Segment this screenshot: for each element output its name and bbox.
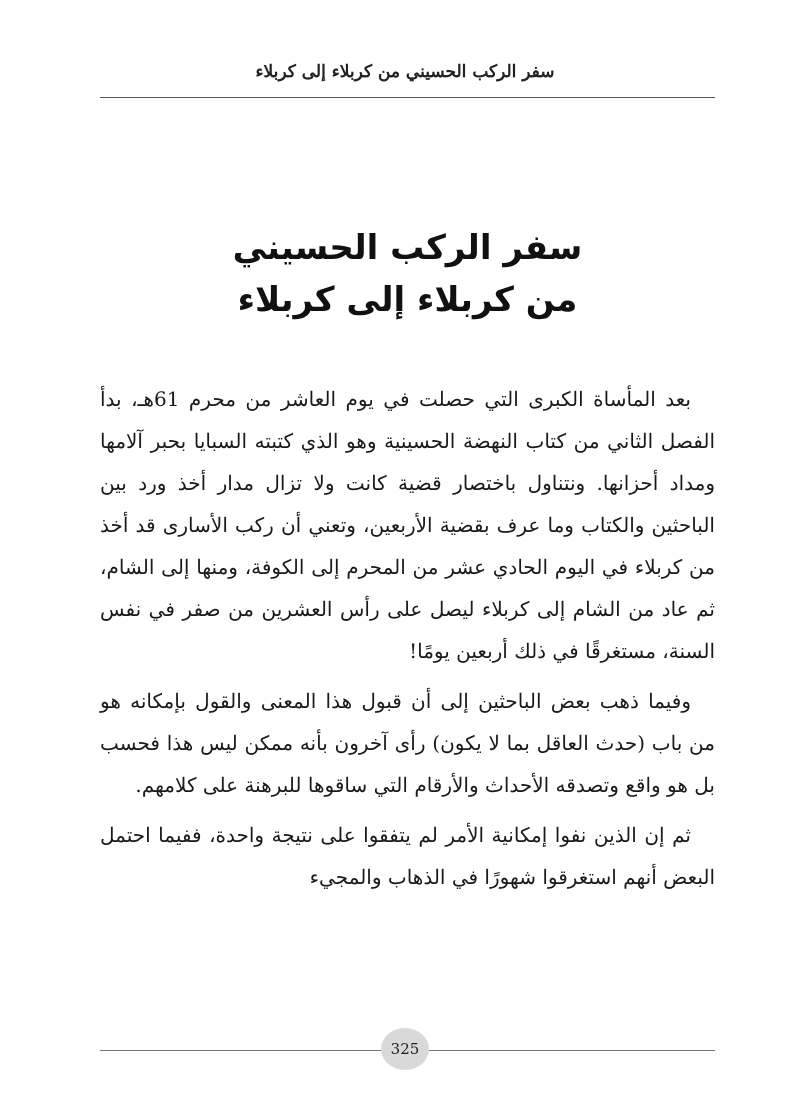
body-text <box>100 378 715 906</box>
paragraph: بعد المأساة الكبرى التي حصلت في يوم العاشر من محرم 61هـ، بدأ الفصل الثاني من كتاب النهضة الحسينية وهو الذي كتبته السبايا بحبر آلامها ومداد أحزانها. ونتناول باختصار قضية كانت ولا تزال مدار أخذ ورد بين الباحثين والكتاب وما عرف بقضية الأربعين، وتعني أن ركب الأسارى قد أخذ من كربلاء في اليوم الحادي عشر من المحرم إلى الكوفة، ومنها إلى الشام، ثم عاد من الشام إلى كربلاء ليصل على رأس العشرين من صفر في نفس السنة، مستغرقًا في ذلك أربعين يومًا! <box>100 387 715 663</box>
page-number-badge: 325 <box>381 1028 429 1070</box>
chapter-title <box>100 222 715 326</box>
chapter-title-line-1: سفر الركب الحسيني <box>232 228 583 268</box>
chapter-title-line-2: من كربلاء إلى كربلاء <box>237 280 578 320</box>
header-divider <box>100 97 715 98</box>
paragraph: وفيما ذهب بعض الباحثين إلى أن قبول هذا المعنى والقول بإمكانه هو من باب (حدث العاقل بما لا يكون) رأى آخرون بأنه ممكن ليس هذا فحسب بل هو واقع وتصدقه الأحداث والأرقام التي ساقوها للبرهنة على كلامهم. <box>100 689 715 797</box>
running-header: سفر الركب الحسيني من كربلاء إلى كربلاء <box>255 62 555 82</box>
paragraph: ثم إن الذين نفوا إمكانية الأمر لم يتفقوا على نتيجة واحدة، ففيما احتمل البعض أنهم استغرقوا شهورًا في الذهاب والمجيء <box>100 823 715 889</box>
